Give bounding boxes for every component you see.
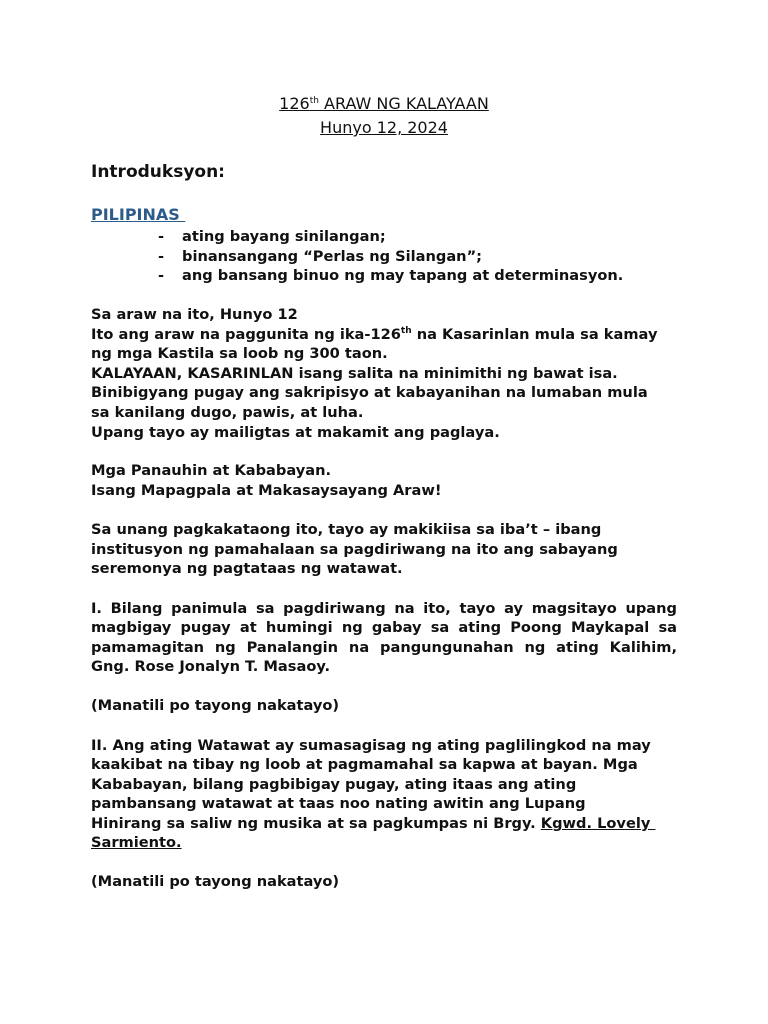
section-two-line: pambansang watawat at taas noo nating awitin ang Lupang xyxy=(91,795,586,812)
bullet-text: ang bansang binuo ng may tapang at determinasyon. xyxy=(182,267,624,284)
bullet-dash: - xyxy=(158,267,165,284)
text-run: Ito ang araw na paggunita ng ika-126 xyxy=(91,326,401,343)
conductor-name: Kgwd. Lovely xyxy=(540,815,656,832)
section-two-line xyxy=(91,833,182,853)
bullet-dash: - xyxy=(158,248,165,265)
paragraph-line: sa kanilang dugo, pawis, at luha. xyxy=(91,404,364,421)
section-two-line: II. Ang ating Watawat ay sumasagisag ng ating paglilingkod na may xyxy=(91,737,651,754)
section-one-line: magbigay pugay at humingi ng gabay sa ating Poong Maykapal sa xyxy=(91,619,677,636)
bullet-text: binansangang “Perlas ng Silangan”; xyxy=(182,248,482,265)
text-run: na Kasarinlan mula sa kamay xyxy=(411,326,658,343)
paragraph-line: Binibigyang pugay ang sakripisyo at kabayanihan na lumaban mula xyxy=(91,384,648,401)
bullet-dash: - xyxy=(158,228,165,245)
paragraph-line: Sa unang pagkakataong ito, tayo ay makikiisa sa iba’t – ibang xyxy=(91,521,602,538)
section-two-line: kaakibat na tibay ng loob at pagmamahal sa kapwa at bayan. Mga xyxy=(91,756,638,773)
bullet-item xyxy=(158,247,482,267)
paragraph-line: KALAYAAN, KASARINLAN isang salita na minimithi ng bawat isa. xyxy=(91,365,618,382)
paragraph-line: seremonya ng pagtataas ng watawat. xyxy=(91,560,403,577)
country-heading: PILIPINAS xyxy=(91,205,186,224)
section-one-line: Gng. Rose Jonalyn T. Masaoy. xyxy=(91,658,331,675)
bullet-item xyxy=(158,227,386,247)
bullet-text: ating bayang sinilangan; xyxy=(182,228,386,245)
document-date: Hunyo 12, 2024 xyxy=(320,118,448,137)
section-two-line: Kababayan, bilang pagbibigay pugay, ating itaas ang ating xyxy=(91,776,577,793)
title-number: 126 xyxy=(279,94,310,113)
greeting-line: Mga Panauhin at Kababayan. xyxy=(91,462,332,479)
title-ordinal: th xyxy=(309,96,319,106)
stage-direction: (Manatili po tayong nakatayo) xyxy=(91,873,340,890)
greeting-line: Isang Mapagpala at Makasaysayang Araw! xyxy=(91,482,442,499)
paragraph-line xyxy=(91,325,657,345)
title-event: ARAW NG KALAYAAN xyxy=(318,94,489,113)
conductor-name: Sarmiento. xyxy=(91,834,182,851)
section-two-line xyxy=(91,814,655,834)
text-run: Hinirang sa saliw ng musika at sa pagkumpas ni Brgy. xyxy=(91,815,541,832)
stage-direction: (Manatili po tayong nakatayo) xyxy=(91,697,340,714)
document-title xyxy=(0,93,768,114)
section-one-line: pamamagitan ng Panalangin na pangungunahan ng ating Kalihim, xyxy=(91,639,677,656)
paragraph-line: Sa araw na ito, Hunyo 12 xyxy=(91,306,298,323)
ordinal-suffix: th xyxy=(400,326,412,336)
bullet-item xyxy=(158,266,623,286)
intro-heading: Introduksyon: xyxy=(91,162,225,182)
paragraph-line: ng mga Kastila sa loob ng 300 taon. xyxy=(91,345,388,362)
paragraph-line: Upang tayo ay mailigtas at makamit ang paglaya. xyxy=(91,424,500,441)
section-one-line: I. Bilang panimula sa pagdiriwang na ito, tayo ay magsitayo upang xyxy=(91,600,677,617)
paragraph-line: institusyon ng pamahalaan sa pagdiriwang na ito ang sabayang xyxy=(91,541,618,558)
